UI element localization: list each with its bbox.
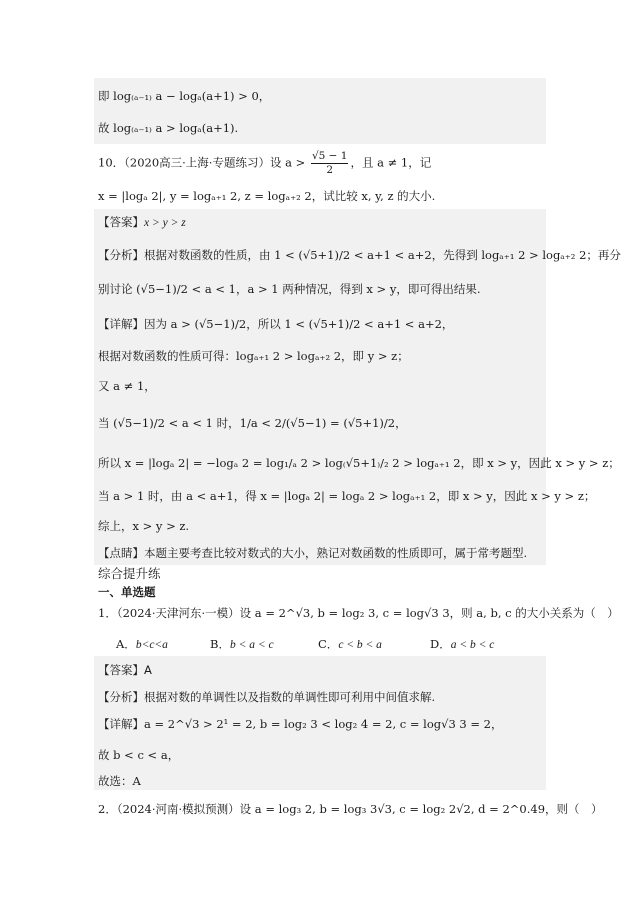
- q10-fraction: $\frac{√5 - 1}{2}$: [311, 150, 348, 176]
- comment-tag: 【点睛】: [98, 546, 144, 560]
- analysis-tag: 【分析】: [98, 248, 144, 262]
- detail-tag: 【详解】: [98, 317, 144, 331]
- q10-detail-line-5: 所以 x = |logₐ 2| = −logₐ 2 = log₁/ₐ 2 > log₍√5+1₎/₂ 2 > logₐ₊₁ 2，即 x > y，因此 x > y > z；: [98, 456, 620, 470]
- section-title: 综合提升练: [98, 566, 161, 581]
- q1-stem: 1．（2024·天津河东·一模）设 a = 2^√3, b = log₂ 3, c = log√3 3，则 a, b, c 的大小关系为（ ）: [98, 606, 619, 620]
- q1-option-c: C．c < b < a: [318, 637, 382, 651]
- q10-stem: 10．（2020高三·上海·专题练习）设 a > $\frac{√5 - 1}{2}$ ，且 a ≠ 1，记: [98, 150, 432, 176]
- q10-number: 10．: [98, 155, 125, 170]
- answer-tag: 【答案】: [98, 215, 144, 229]
- q10-source: （2020高三·上海·专题练习）: [124, 155, 270, 170]
- q1-answer: 【答案】A: [98, 663, 152, 677]
- q10-stem-line-2: x = |logₐ 2|, y = logₐ₊₁ 2, z = logₐ₊₂ 2，试比较 x, y, z 的大小.: [98, 189, 436, 203]
- q10-detail-line-1: 【详解】因为 a > (√5−1)/2，所以 1 < (√5+1)/2 < a+1 < a+2，: [98, 317, 454, 331]
- q10-detail-line-7: 综上，x > y > z.: [98, 519, 190, 533]
- q1-detail-line-2: 故 b < c < a，: [98, 748, 180, 762]
- q10-analysis-line-2: 别讨论 (√5−1)/2 < a < 1，a > 1 两种情况，得到 x > y，即可得出结果.: [98, 282, 481, 296]
- q10-detail-line-3: 又 a ≠ 1，: [98, 379, 156, 393]
- q1-option-b: B．b < a < c: [210, 637, 274, 651]
- q2-source: （2024·河南·模拟预测）: [116, 802, 240, 816]
- q1-analysis: 【分析】根据对数的单调性以及指数的单调性即可利用中间值求解.: [98, 690, 436, 704]
- q1-source: （2024·天津河东·一模）: [116, 606, 240, 620]
- q2-number: 2．: [98, 802, 117, 816]
- q10-detail-line-6: 当 a > 1 时，由 a < a+1，得 x = |logₐ 2| = logₐ 2 > logₐ₊₁ 2，即 x > y，因此 x > y > z；: [98, 489, 596, 503]
- q1-option-a: A．b<c<a: [116, 637, 168, 651]
- q1-detail-line-1: 【详解】a = 2^√3 > 2¹ = 2, b = log₂ 3 < log₂ 4 = 2, c = log√3 3 = 2，: [98, 717, 503, 731]
- q10-answer: 【答案】x > y > z: [98, 215, 186, 229]
- q10-comment: 【点睛】本题主要考查比较对数式的大小，熟记对数函数的性质即可，属于常考题型.: [98, 546, 528, 560]
- q1-number: 1．: [98, 606, 117, 620]
- prev-solution-line-2: 故 log₍ₐ₋₁₎ a > logₐ(a+1).: [98, 121, 239, 135]
- section-subtitle: 一、单选题: [98, 585, 156, 599]
- q2-stem: 2．（2024·河南·模拟预测）设 a = log₃ 2, b = log₃ 3√3, c = log₂ 2√2, d = 2^0.49，则（ ）: [98, 802, 603, 816]
- q1-option-d: D．a < b < c: [430, 637, 495, 651]
- q1-detail-line-3: 故选：A: [98, 774, 141, 788]
- q10-detail-line-2: 根据对数函数的性质可得：logₐ₊₁ 2 > logₐ₊₂ 2，即 y > z；: [98, 349, 409, 363]
- q10-detail-line-4: 当 (√5−1)/2 < a < 1 时，1/a < 2/(√5−1) = (√5+1)/2，: [98, 416, 407, 430]
- prev-solution-line-1: 即 log₍ₐ₋₁₎ a − logₐ(a+1) > 0，: [98, 89, 271, 103]
- q10-analysis-line-1: 【分析】根据对数函数的性质，由 1 < (√5+1)/2 < a+1 < a+2，先得到 logₐ₊₁ 2 > logₐ₊₂ 2；再分: [98, 248, 621, 262]
